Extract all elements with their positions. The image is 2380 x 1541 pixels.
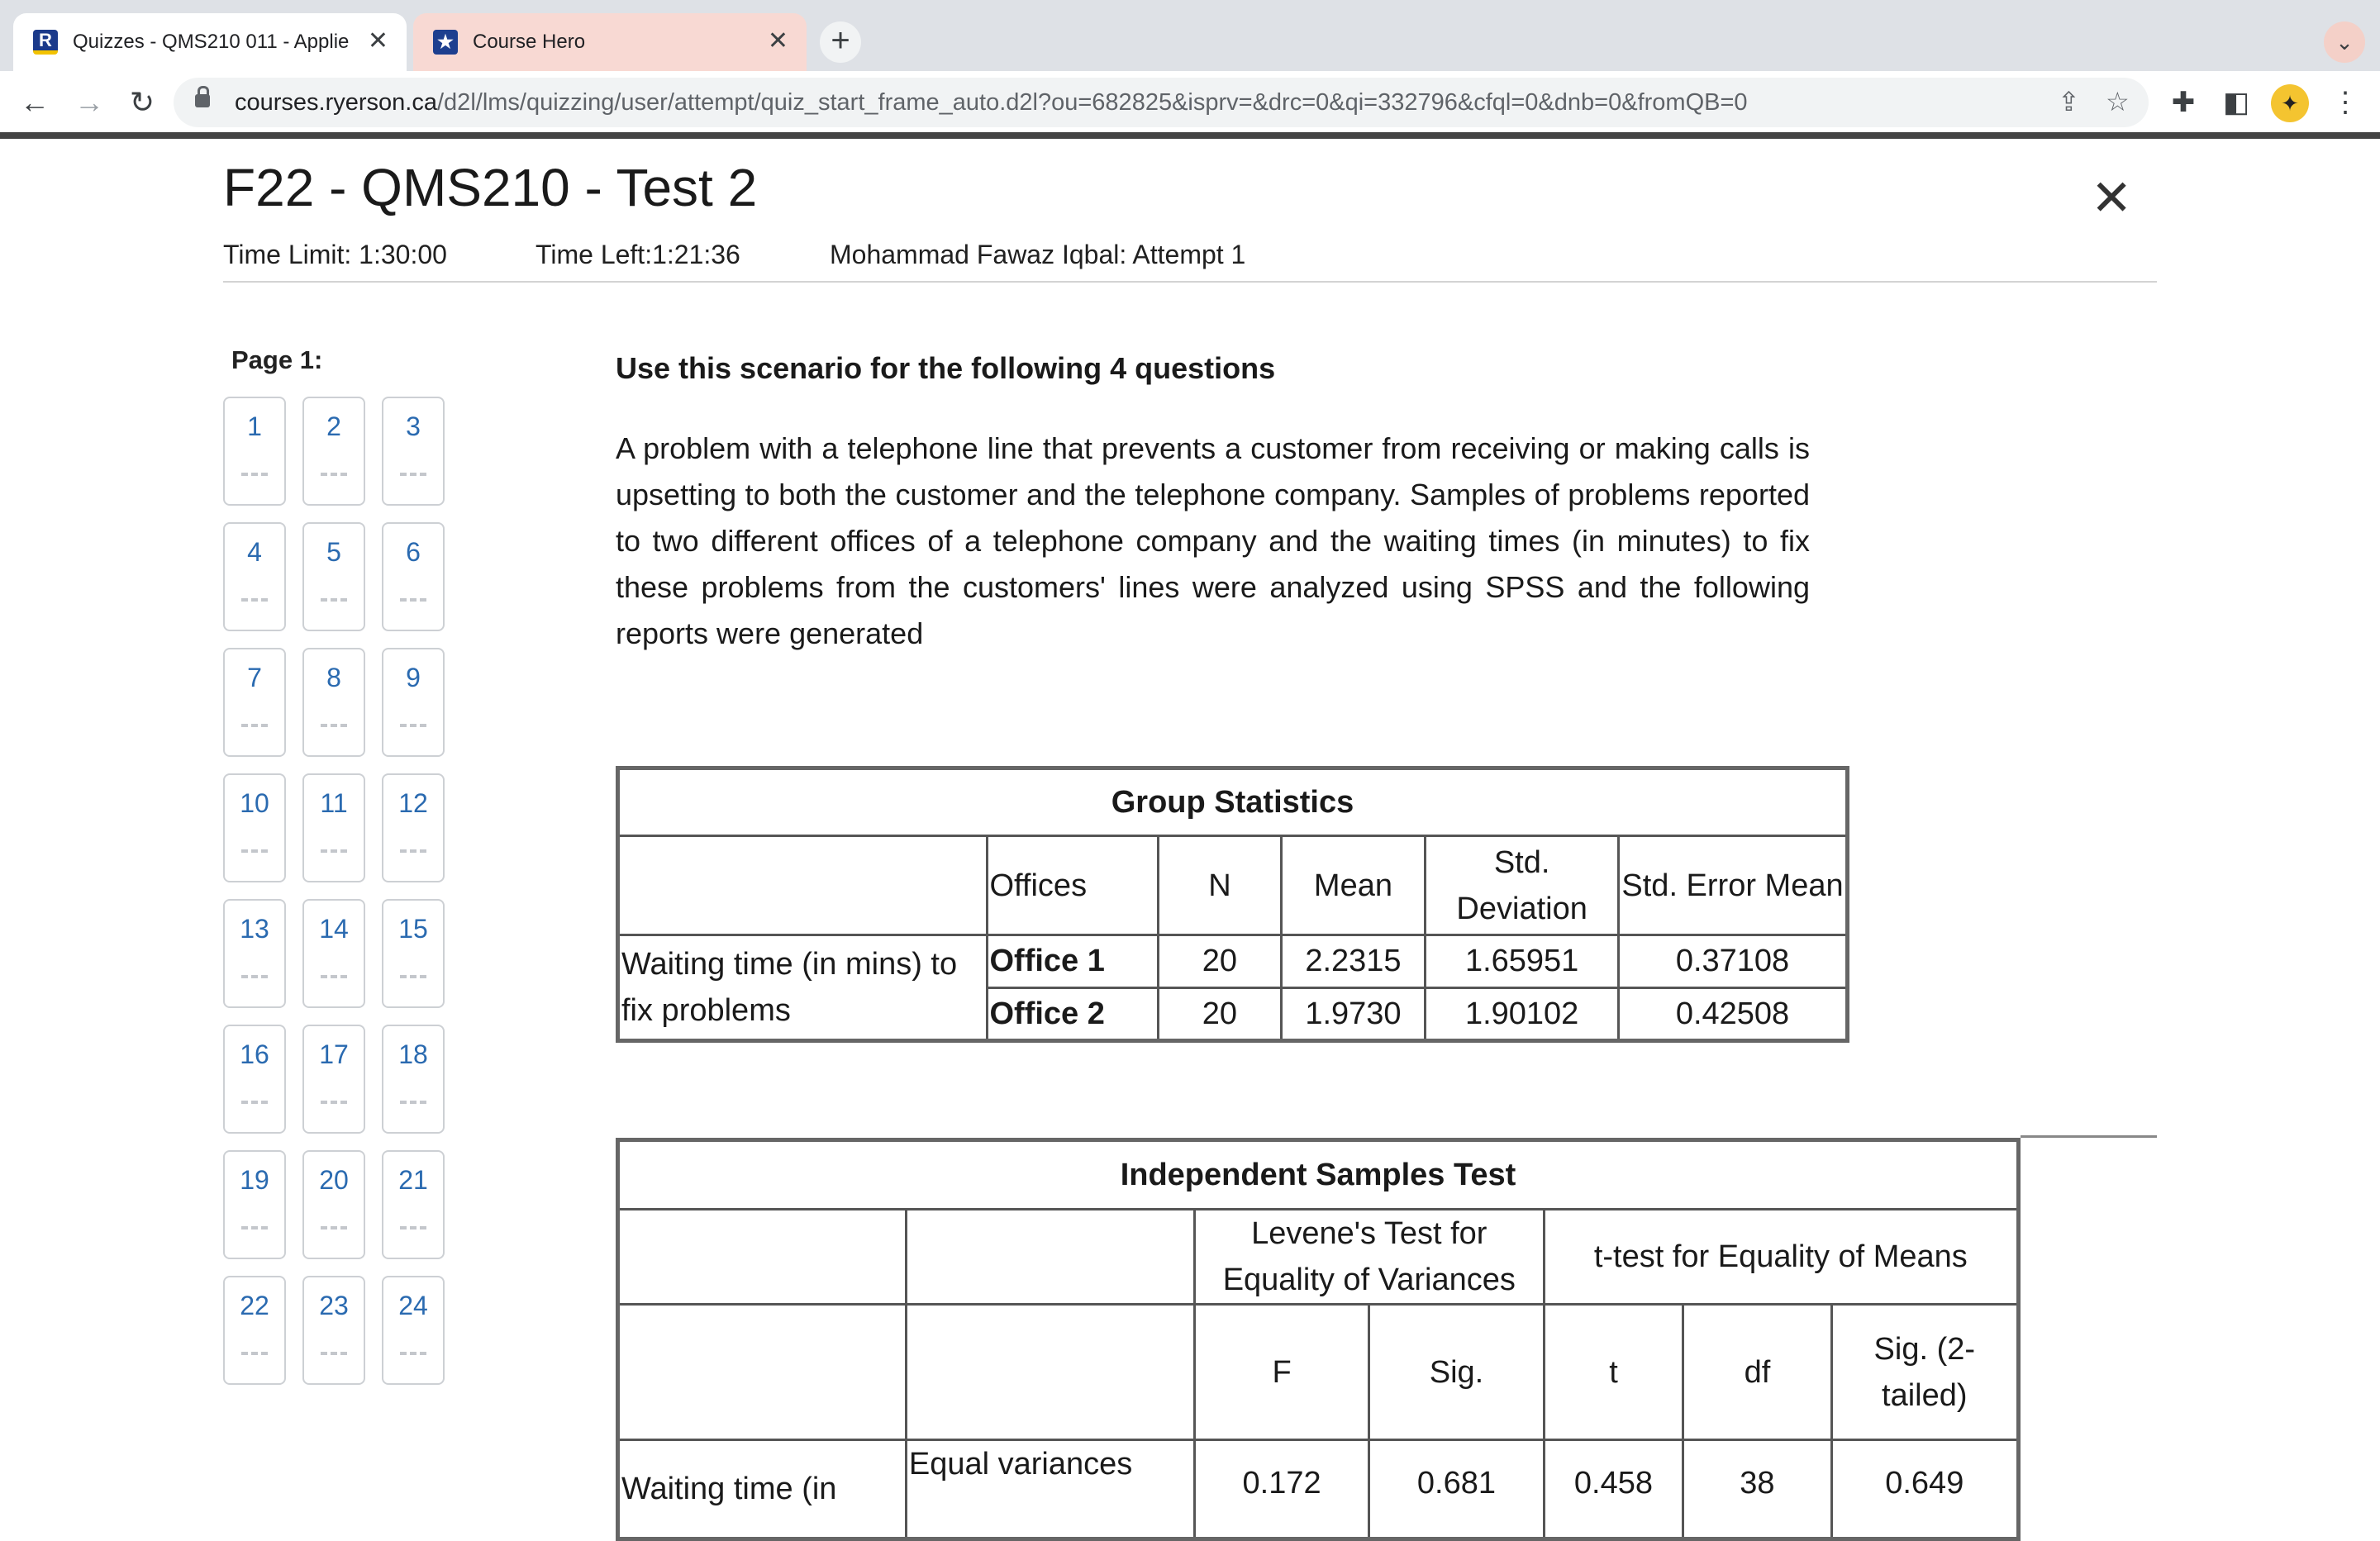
question-nav-button[interactable]: 7 — [223, 648, 286, 757]
table-cell: 1.65951 — [1426, 935, 1619, 988]
question-nav-button[interactable]: 8 — [302, 648, 365, 757]
table-cell: Office 2 — [987, 988, 1159, 1041]
table-cell: 1.90102 — [1426, 988, 1619, 1041]
table-header: Std. Deviation — [1426, 836, 1619, 935]
table-cell: 0.42508 — [1619, 988, 1848, 1041]
close-quiz-icon[interactable]: ✕ — [2091, 170, 2133, 226]
group-statistics-table — [616, 766, 1849, 1043]
share-icon[interactable]: ⇪ — [2058, 87, 2080, 117]
question-nav-button[interactable]: 5 — [302, 522, 365, 631]
question-nav-button[interactable]: 2 — [302, 397, 365, 506]
question-navigation — [223, 397, 463, 1320]
question-nav-button[interactable]: 20 — [302, 1150, 365, 1259]
question-nav-button[interactable]: 4 — [223, 522, 286, 631]
table-header: Offices — [987, 836, 1159, 935]
profile-avatar[interactable]: ✦ — [2271, 84, 2309, 122]
table-cell: 0.681 — [1369, 1440, 1544, 1539]
table-header: t — [1544, 1305, 1683, 1440]
levene-header: Levene's Test for Equality of Variances — [1194, 1210, 1544, 1305]
time-limit: Time Limit: 1:30:00 — [223, 240, 447, 269]
header-divider — [223, 281, 2157, 283]
question-nav-button[interactable]: 11 — [302, 773, 365, 882]
table-header: Std. Error Mean — [1619, 836, 1848, 935]
row-type: Equal variances — [906, 1440, 1194, 1539]
table-caption: Independent Samples Test — [618, 1140, 2019, 1210]
table-caption: Group Statistics — [618, 768, 1848, 836]
time-left: Time Left:1:21:36 — [536, 240, 740, 269]
table-header: F — [1194, 1305, 1368, 1440]
table-cell: Office 1 — [987, 935, 1159, 988]
browser-toolbar — [0, 71, 2380, 134]
question-nav-button[interactable]: 3 — [382, 397, 445, 506]
question-nav-button[interactable]: 9 — [382, 648, 445, 757]
browser-menu-icon[interactable]: ⋮ — [2331, 87, 2359, 118]
question-nav-button[interactable]: 10 — [223, 773, 286, 882]
tab-quizzes[interactable] — [13, 13, 407, 71]
tab-search-chevron-down-icon[interactable]: ⌄ — [2324, 21, 2365, 63]
page-label: Page 1: — [231, 345, 323, 374]
side-panel-icon[interactable]: ◧ — [2222, 87, 2250, 118]
content-top-border — [0, 132, 2380, 139]
table-cell: 2.2315 — [1281, 935, 1426, 988]
browser-tab-bar — [0, 0, 2380, 71]
attempt-info: Mohammad Fawaz Iqbal: Attempt 1 — [830, 240, 1246, 269]
scenario-title: Use this scenario for the following 4 questions — [616, 351, 1276, 385]
question-nav-button[interactable]: 14 — [302, 899, 365, 1008]
table-header-blank — [906, 1210, 1194, 1305]
row-label: Waiting time (in — [618, 1440, 907, 1539]
table-header-blank — [618, 1305, 907, 1440]
table-cell: 0.172 — [1194, 1440, 1368, 1539]
tab-close-icon[interactable]: ✕ — [367, 27, 388, 55]
reload-icon[interactable]: ↻ — [129, 85, 155, 119]
ryerson-favicon-icon: R — [33, 30, 58, 55]
table-header: Sig. (2-tailed) — [1831, 1305, 2018, 1440]
question-nav-button[interactable]: 16 — [223, 1025, 286, 1134]
question-nav-button[interactable]: 19 — [223, 1150, 286, 1259]
tab-course-hero[interactable] — [413, 13, 807, 71]
table-cell: 0.649 — [1831, 1440, 2018, 1539]
table-header: N — [1159, 836, 1281, 935]
question-nav-button[interactable]: 15 — [382, 899, 445, 1008]
new-tab-button[interactable]: + — [820, 21, 861, 63]
url-text: courses.ryerson.ca/d2l/lms/quizzing/user/attempt/quiz_start_frame_auto.d2l?ou=682825&isprv=&drc=0&qi=332796&cfql=0&dnb=0&fromQB=0 — [235, 89, 1748, 116]
table-top-rule — [2021, 1135, 2157, 1138]
table-header: Mean — [1281, 836, 1426, 935]
table-header-blank — [618, 836, 988, 935]
forward-arrow-icon[interactable]: → — [74, 85, 104, 119]
scenario-text: A problem with a telephone line that prevents a customer from receiving or making calls is upsetting to both the customer and the telephone company. Samples of problems reported to two different offices of a telephone company and the waiting times (in minutes) to fix these problems from the customers' lines were analyzed using SPSS and the following reports were generated — [616, 431, 1810, 650]
lock-icon — [195, 94, 210, 107]
page-title: F22 - QMS210 - Test 2 — [223, 158, 758, 217]
table-cell: 20 — [1159, 988, 1281, 1041]
table-cell: 20 — [1159, 935, 1281, 988]
question-nav-button[interactable]: 21 — [382, 1150, 445, 1259]
question-nav-button[interactable]: 6 — [382, 522, 445, 631]
question-nav-button[interactable]: 18 — [382, 1025, 445, 1134]
table-cell: 0.37108 — [1619, 935, 1848, 988]
question-nav-button[interactable]: 24 — [382, 1276, 445, 1385]
question-nav-button[interactable]: 1 — [223, 397, 286, 506]
question-nav-button[interactable]: 13 — [223, 899, 286, 1008]
independent-samples-test-table — [616, 1138, 2021, 1541]
table-cell: 38 — [1683, 1440, 1831, 1539]
table-header-blank — [618, 1210, 907, 1305]
tab-title: Course Hero — [473, 31, 586, 53]
question-nav-button[interactable]: 17 — [302, 1025, 365, 1134]
table-cell: 0.458 — [1544, 1440, 1683, 1539]
table-cell: 1.9730 — [1281, 988, 1426, 1041]
ttest-header: t-test for Equality of Means — [1544, 1210, 2018, 1305]
tab-close-icon[interactable]: ✕ — [767, 27, 788, 55]
bookmark-star-icon[interactable]: ☆ — [2106, 87, 2130, 117]
question-nav-button[interactable]: 23 — [302, 1276, 365, 1385]
tab-title: Quizzes - QMS210 011 - Applie — [73, 31, 350, 53]
extensions-puzzle-icon[interactable]: ✚ — [2171, 87, 2196, 118]
row-label: Waiting time (in mins) to fix problems — [618, 935, 988, 1041]
table-header-blank — [906, 1305, 1194, 1440]
question-nav-button[interactable]: 22 — [223, 1276, 286, 1385]
question-nav-button[interactable]: 12 — [382, 773, 445, 882]
table-header: df — [1683, 1305, 1831, 1440]
back-arrow-icon[interactable]: ← — [20, 85, 50, 119]
address-bar[interactable] — [174, 78, 2149, 127]
table-header: Sig. — [1369, 1305, 1544, 1440]
course-hero-favicon-icon: ★ — [433, 30, 458, 55]
